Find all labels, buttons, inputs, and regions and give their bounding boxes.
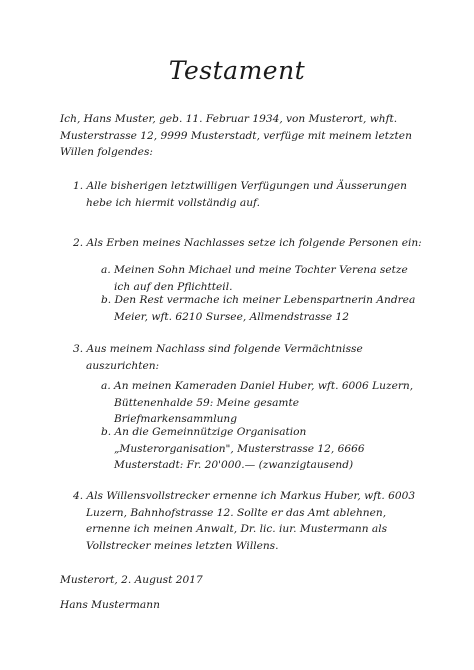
list-item-4-line: ernenne ich meinen Anwalt, Dr. lic. iur. Mustermann als — [86, 523, 388, 536]
intro-line: Musterstrasse 12, 9999 Musterstadt, verfüge mit meinem letzten — [60, 129, 412, 142]
list-item-4-line: Vollstrecker meines letzten Willens. — [86, 539, 279, 552]
list-item-4-line: 4. Als Willensvollstrecker ernenne ich Markus Huber, wft. 6003 — [73, 490, 416, 502]
signature: Hans Mustermann — [60, 599, 160, 611]
list-item-1 — [73, 178, 407, 211]
list-item-3a-line: Büttenenhalde 59: Meine gesamte — [114, 396, 300, 409]
list-item-2a-line: ich auf den Pflichtteil. — [114, 280, 233, 293]
list-item-2a-line: a. Meinen Sohn Michael und meine Tochter Verena setze — [101, 264, 408, 276]
document-title: Testament — [168, 56, 306, 85]
list-item-3 — [73, 341, 363, 374]
list-item-1-line: hebe ich hiermit vollständig auf. — [86, 196, 260, 209]
list-item-3b — [101, 424, 365, 474]
intro-paragraph — [60, 111, 412, 161]
list-item-3-line: 3. Aus meinem Nachlass sind folgende Vermächtnisse — [73, 343, 363, 355]
list-item-3-line: auszurichten: — [86, 359, 160, 372]
intro-line: Ich, Hans Muster, geb. 11. Februar 1934, von Musterort, whft. — [60, 113, 398, 125]
list-item-2b — [101, 288, 415, 325]
list-item-3a-line: Briefmarkensammlung — [114, 413, 238, 426]
list-item-3b-line: b. An die Gemeinnützige Organisation — [101, 426, 307, 438]
list-item-4 — [73, 488, 415, 554]
list-item-4-line: Luzern, Bahnhofstrasse 12. Sollte er das Amt ablehnen, — [86, 506, 387, 519]
list-item-2 — [73, 235, 422, 252]
list-item-1-line: 1. Alle bisherigen letztwilligen Verfügungen und Äusserungen — [73, 180, 407, 192]
intro-line: Willen folgendes: — [60, 146, 153, 159]
list-item-3b-line: „Musterorganisation", Musterstrasse 12, 6666 — [114, 442, 365, 455]
list-item-3a-line: a. An meinen Kameraden Daniel Huber, wft. 6006 Luzern, — [101, 380, 414, 392]
list-item-2-line: 2. Als Erben meines Nachlasses setze ich folgende Personen ein: — [73, 237, 422, 249]
place-date: Musterort, 2. August 2017 — [60, 574, 203, 586]
list-item-3a — [101, 378, 413, 428]
list-item-2b-line: Meier, wft. 6210 Sursee, Allmendstrasse 12 — [114, 310, 349, 323]
list-item-2b-line: b. Den Rest vermache ich meiner Lebenspartnerin Andrea — [101, 294, 416, 306]
list-item-3b-line: Musterstadt: Fr. 20'000.— (zwanzigtausend) — [114, 459, 354, 472]
